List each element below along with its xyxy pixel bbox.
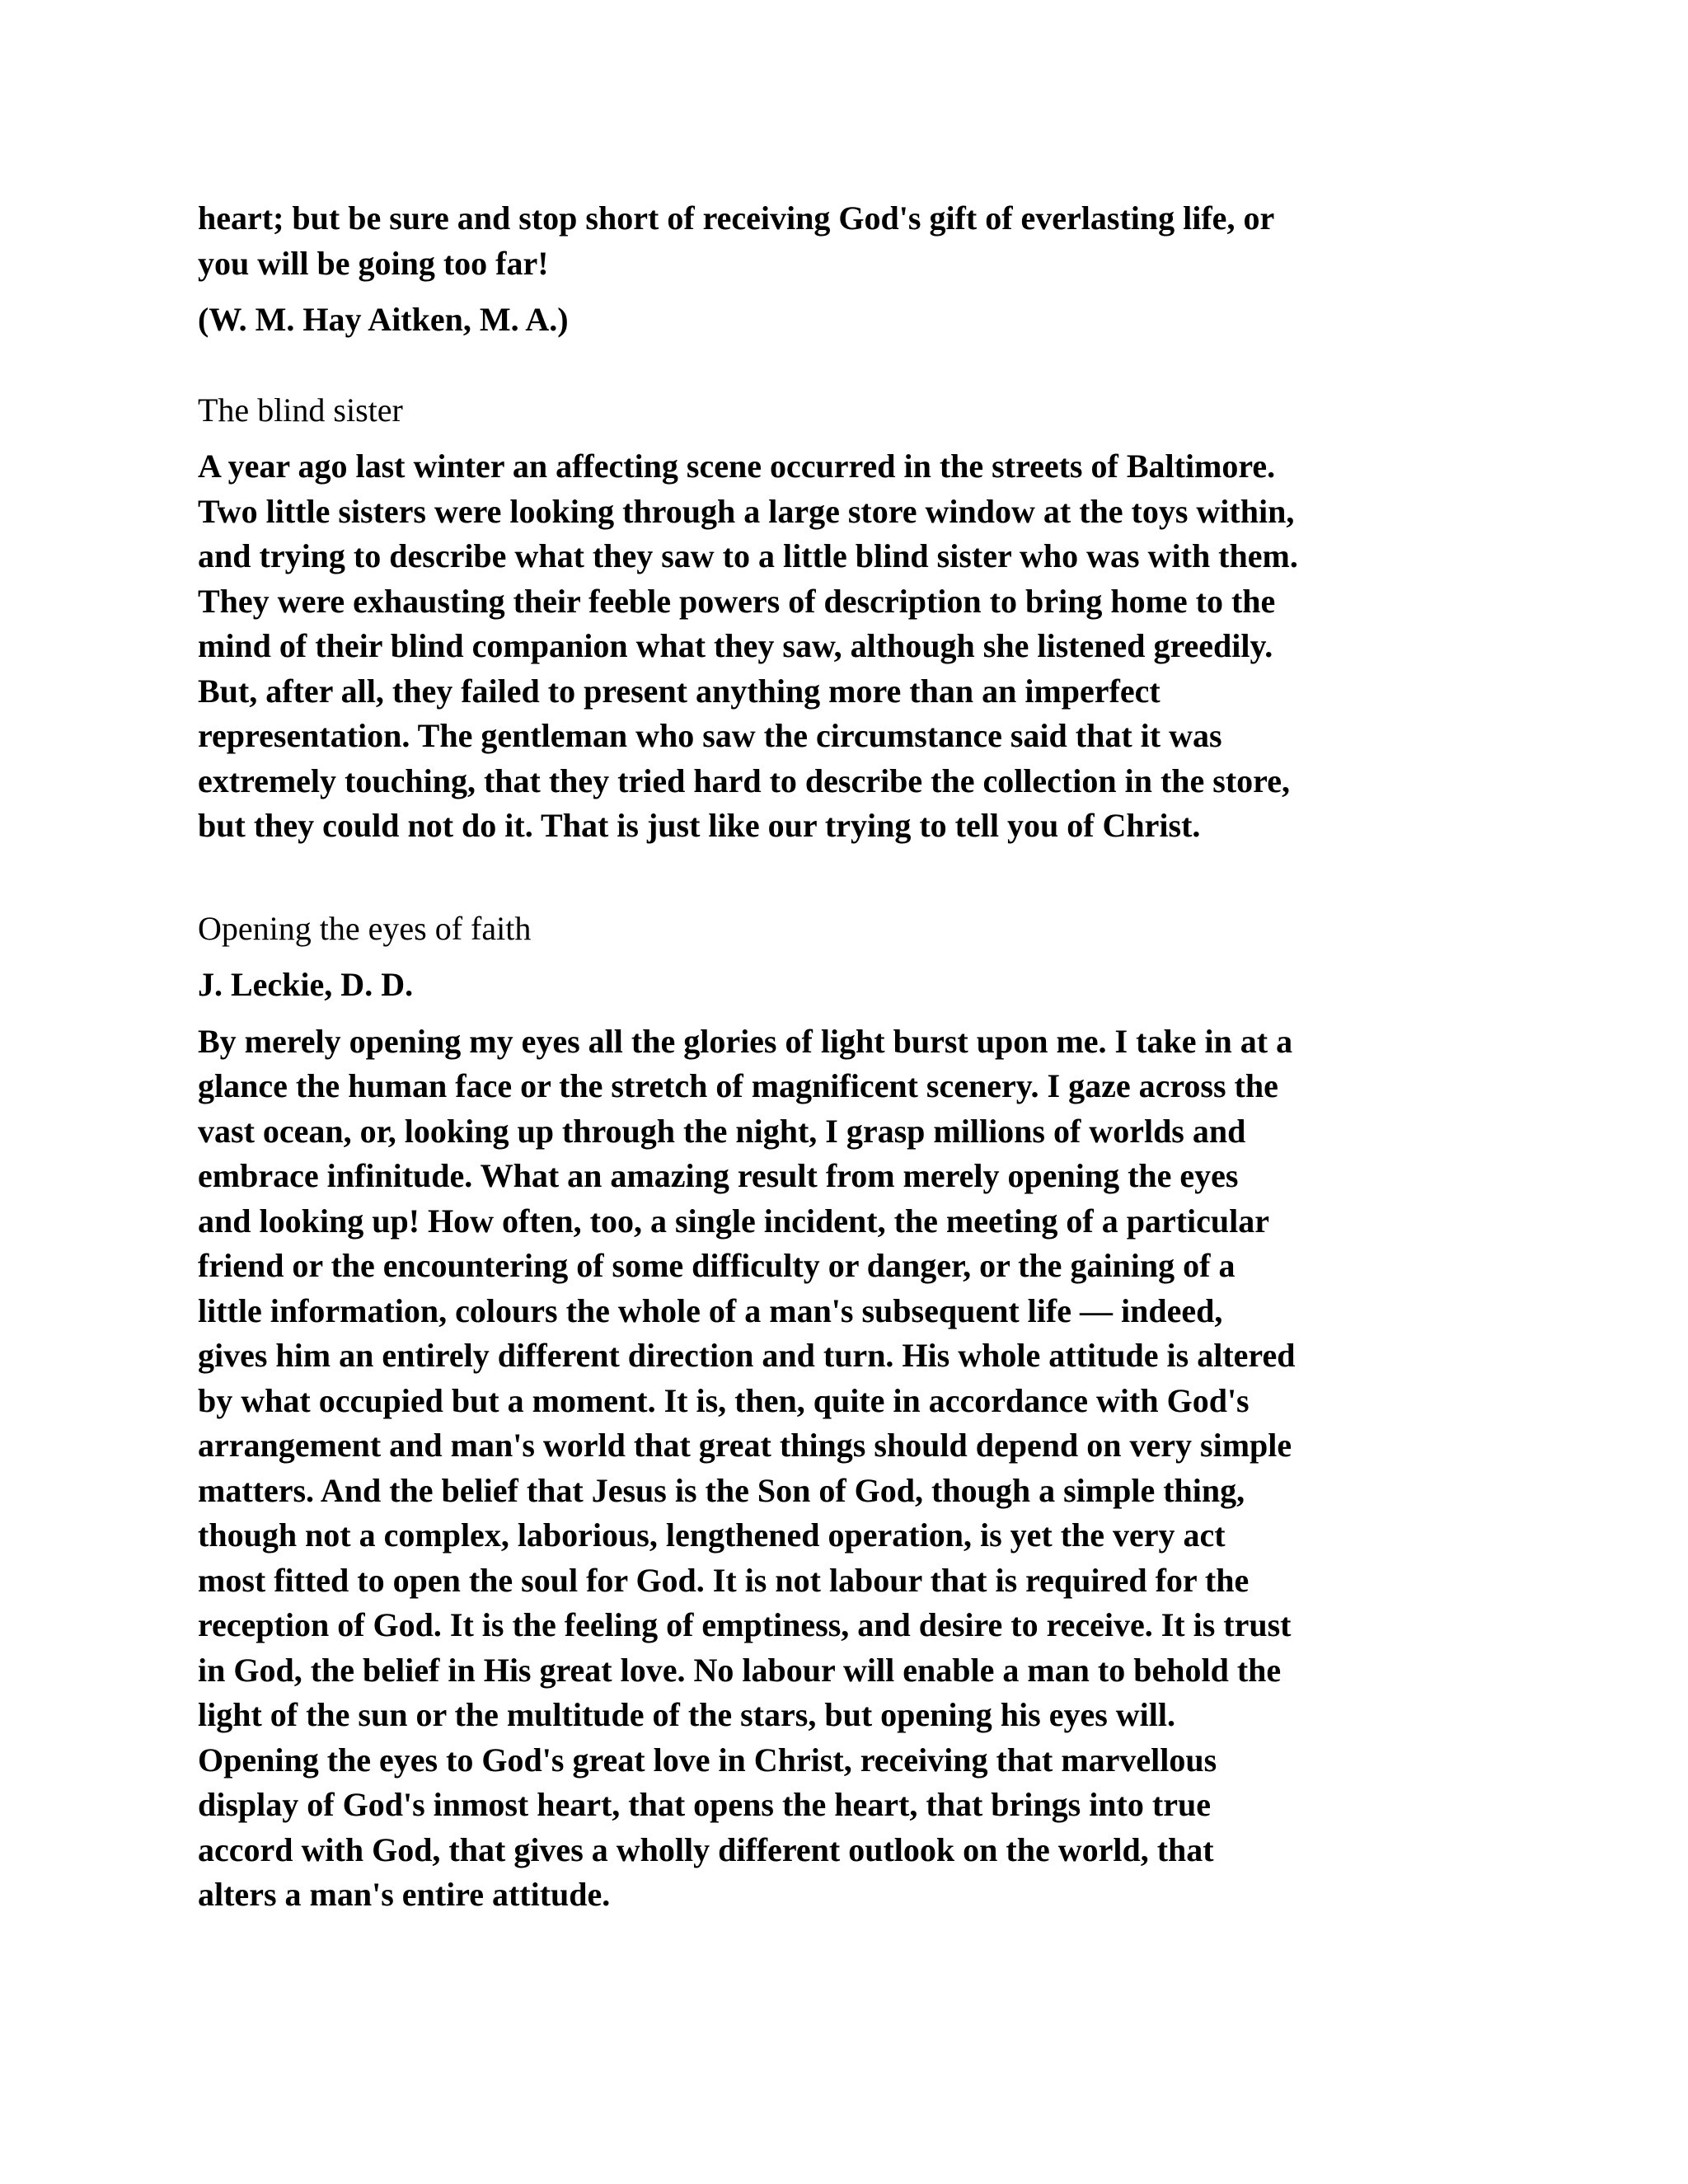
text-line: heart; but be sure and stop short of receiving God's gift of everlasting life, or	[198, 199, 1275, 237]
text-line: and looking up! How often, too, a single incident, the meeting of a particular	[198, 1202, 1270, 1240]
section-paragraph-opening-eyes	[198, 1019, 1484, 1918]
text-line: embrace infinitude. What an amazing result from merely opening the eyes	[198, 1157, 1239, 1194]
section-title-blind-sister: The blind sister	[198, 391, 403, 429]
text-line: glance the human face or the stretch of magnificent scenery. I gaze across the	[198, 1067, 1278, 1104]
text-line: alters a man's entire attitude.	[198, 1876, 611, 1913]
text-line: arrangement and man's world that great things should depend on very simple	[198, 1427, 1292, 1464]
text-line: light of the sun or the multitude of the stars, but opening his eyes will.	[198, 1696, 1176, 1733]
text-line: They were exhausting their feeble powers of description to bring home to the	[198, 582, 1276, 620]
document-body	[198, 196, 1484, 1918]
text-line: gives him an entirely different direction and turn. His whole attitude is altered	[198, 1337, 1296, 1374]
text-line: friend or the encountering of some difficulty or danger, or the gaining of a	[198, 1247, 1236, 1284]
text-line: you will be going too far!	[198, 244, 549, 282]
attribution: (W. M. Hay Aitken, M. A.)	[198, 301, 569, 338]
continuation-paragraph	[198, 196, 1484, 286]
section-paragraph-blind-sister	[198, 444, 1484, 849]
section-author: J. Leckie, D. D.	[198, 966, 414, 1003]
text-line: representation. The gentleman who saw the circumstance said that it was	[198, 717, 1222, 754]
text-line: though not a complex, laborious, lengthened operation, is yet the very act	[198, 1516, 1226, 1554]
text-line: By merely opening my eyes all the glories of light burst upon me. I take in at a	[198, 1022, 1293, 1060]
text-line: by what occupied but a moment. It is, then, quite in accordance with God's	[198, 1381, 1250, 1419]
text-line: Two little sisters were looking through a large store window at the toys within,	[198, 492, 1295, 530]
text-line: reception of God. It is the feeling of emptiness, and desire to receive. It is trust	[198, 1606, 1292, 1643]
text-line: most fitted to open the soul for God. It is not labour that is required for the	[198, 1561, 1250, 1599]
text-line: vast ocean, or, looking up through the night, I grasp millions of worlds and	[198, 1112, 1246, 1150]
text-line: but they could not do it. That is just like our trying to tell you of Christ.	[198, 807, 1201, 844]
text-line: extremely touching, that they tried hard to describe the collection in the store,	[198, 762, 1290, 799]
text-line: mind of their blind companion what they saw, although she listened greedily.	[198, 627, 1273, 664]
text-line: accord with God, that gives a wholly different outlook on the world, that	[198, 1830, 1214, 1868]
text-line: Opening the eyes to God's great love in Christ, receiving that marvellous	[198, 1741, 1217, 1779]
text-line: little information, colours the whole of a man's subsequent life — indeed,	[198, 1291, 1223, 1329]
section-title-opening-eyes: Opening the eyes of faith	[198, 909, 532, 947]
text-line: and trying to describe what they saw to a little blind sister who was with them.	[198, 537, 1298, 574]
text-line: A year ago last winter an affecting scene occurred in the streets of Baltimore.	[198, 448, 1276, 485]
text-line: matters. And the belief that Jesus is the Son of God, though a simple thing,	[198, 1471, 1245, 1509]
text-line: display of God's inmost heart, that opens the heart, that brings into true	[198, 1786, 1211, 1823]
text-line: But, after all, they failed to present anything more than an imperfect	[198, 672, 1160, 710]
text-line: in God, the belief in His great love. No labour will enable a man to behold the	[198, 1651, 1282, 1689]
